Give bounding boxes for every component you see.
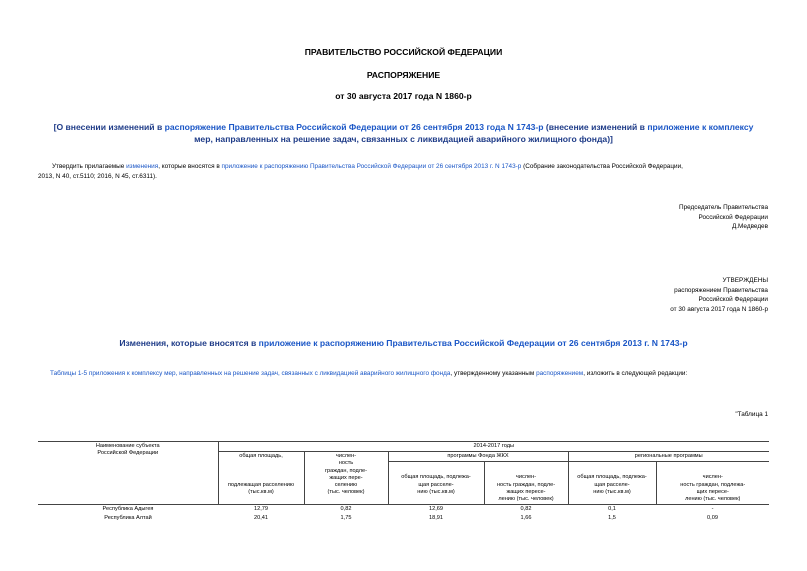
order-paragraph: [38, 162, 770, 181]
paragraph-text-2: , которые вносятся в: [158, 163, 222, 170]
table-row: [38, 514, 769, 523]
paragraph-link-changes[interactable]: изменения: [126, 163, 159, 170]
row-value: 0,09: [707, 515, 718, 522]
row-value: 0,82: [520, 506, 532, 513]
changes-title: [0, 337, 807, 349]
table-row: [38, 505, 769, 515]
row-value: 12,69: [429, 506, 443, 513]
header-subject: Наименование субъекта Российской Федерации: [38, 442, 218, 505]
paragraph-text-3: (Собрание законодательства Российской Федерации,: [521, 163, 683, 170]
row-name: Республика Алтай: [104, 515, 152, 522]
document-title: [0, 121, 807, 145]
row-value: 12,79: [254, 506, 268, 513]
row-value: 1,75: [340, 515, 352, 522]
government-heading: ПРАВИТЕЛЬСТВО РОССИЙСКОЙ ФЕДЕРАЦИИ: [304, 47, 503, 57]
row-name: Республика Адыгея: [102, 506, 154, 513]
data-table: [38, 441, 769, 524]
changes-text-1: , утвержденному указанным: [450, 370, 537, 377]
paragraph-text-1: Утвердить прилагаемые: [52, 163, 127, 170]
changes-title-link[interactable]: приложение к распоряжению Правительства Российской Федерации от 26 сентября 2013 г. N 1743-р: [258, 338, 688, 348]
table-label: "Таблица 1: [735, 411, 768, 418]
changes-link-tables[interactable]: Таблицы 1-5 приложения к комплексу мер, направленных на решение задач, связанных с ликвидацией аварийного жилищного фонда: [50, 370, 451, 377]
approval-block: [468, 276, 768, 314]
row-value: -: [711, 506, 714, 513]
header-regional-program: региональные программы: [568, 452, 769, 462]
document-date-number: от 30 августа 2017 года N 1860-р: [335, 91, 472, 101]
approval-line-4: от 30 августа 2017 года N 1860-р: [670, 305, 768, 313]
row-value: 18,91: [429, 515, 443, 522]
document-type: РАСПОРЯЖЕНИЕ: [366, 70, 441, 80]
signature-name: Д.Медведев: [731, 223, 768, 230]
header-fund-program: программы Фонда ЖКХ: [388, 452, 568, 462]
title-text-3: мер, направленных на решение задач, связанных с ликвидацией аварийного жилищного фонда)]: [194, 134, 613, 144]
changes-link-order[interactable]: распоряжением: [536, 370, 584, 377]
paragraph-text-4: 2013, N 40, ст.5110; 2016, N 45, ст.6311).: [38, 172, 157, 180]
approval-heading: УТВЕРЖДЕНЫ: [722, 277, 768, 284]
row-value: 0,82: [340, 506, 352, 513]
title-link-order[interactable]: распоряжение Правительства Российской Федерации от 26 сентября 2013 года N 1743-р: [164, 122, 544, 132]
header-reg-area: общая площадь, подлежа- щая расселе- нию (тыс.кв.м): [568, 462, 656, 505]
approval-line-2: распоряжением Правительства: [674, 286, 768, 294]
approval-line-3: Российской Федерации: [698, 296, 768, 303]
signature-country: Российской Федерации: [698, 213, 768, 221]
signature-position: Председатель Правительства: [679, 204, 768, 211]
header-years: 2014-2017 годы: [218, 442, 769, 452]
header-total-area: общая площадь, подлежащая расселению (тыс.кв.м): [218, 452, 304, 505]
header-fund-people: числен- ность граждан, подле- жащих пересе- лению (тыс. человек): [484, 462, 568, 505]
header-fund-area: общая площадь, подлежа- щая расселе- нию (тыс.кв.м): [388, 462, 484, 505]
header-total-people: числен- ность граждан, подле- жащих пере- селению (тыс. человек): [304, 452, 388, 505]
title-text-2: (внесение изменений в: [543, 122, 648, 132]
row-value: 20,41: [254, 515, 268, 522]
row-value: 1,5: [608, 515, 616, 522]
changes-text-2: , изложить в следующей редакции:: [583, 370, 688, 377]
changes-title-text: Изменения, которые вносятся в: [119, 338, 259, 348]
changes-paragraph: [50, 369, 780, 379]
paragraph-link-appendix[interactable]: приложение к распоряжению Правительства Российской Федерации от 26 сентября 2013 г. N 1743-р: [221, 163, 522, 170]
header-reg-people: числен- ность граждан, подлежа- щих пересе- лению (тыс. человек): [656, 462, 769, 505]
title-text-1: [О внесении изменений в: [53, 122, 165, 132]
signature-block: [468, 203, 768, 232]
row-value: 1,66: [520, 515, 532, 522]
row-value: 0,1: [608, 506, 616, 513]
title-link-appendix[interactable]: приложение к комплексу: [647, 122, 754, 132]
